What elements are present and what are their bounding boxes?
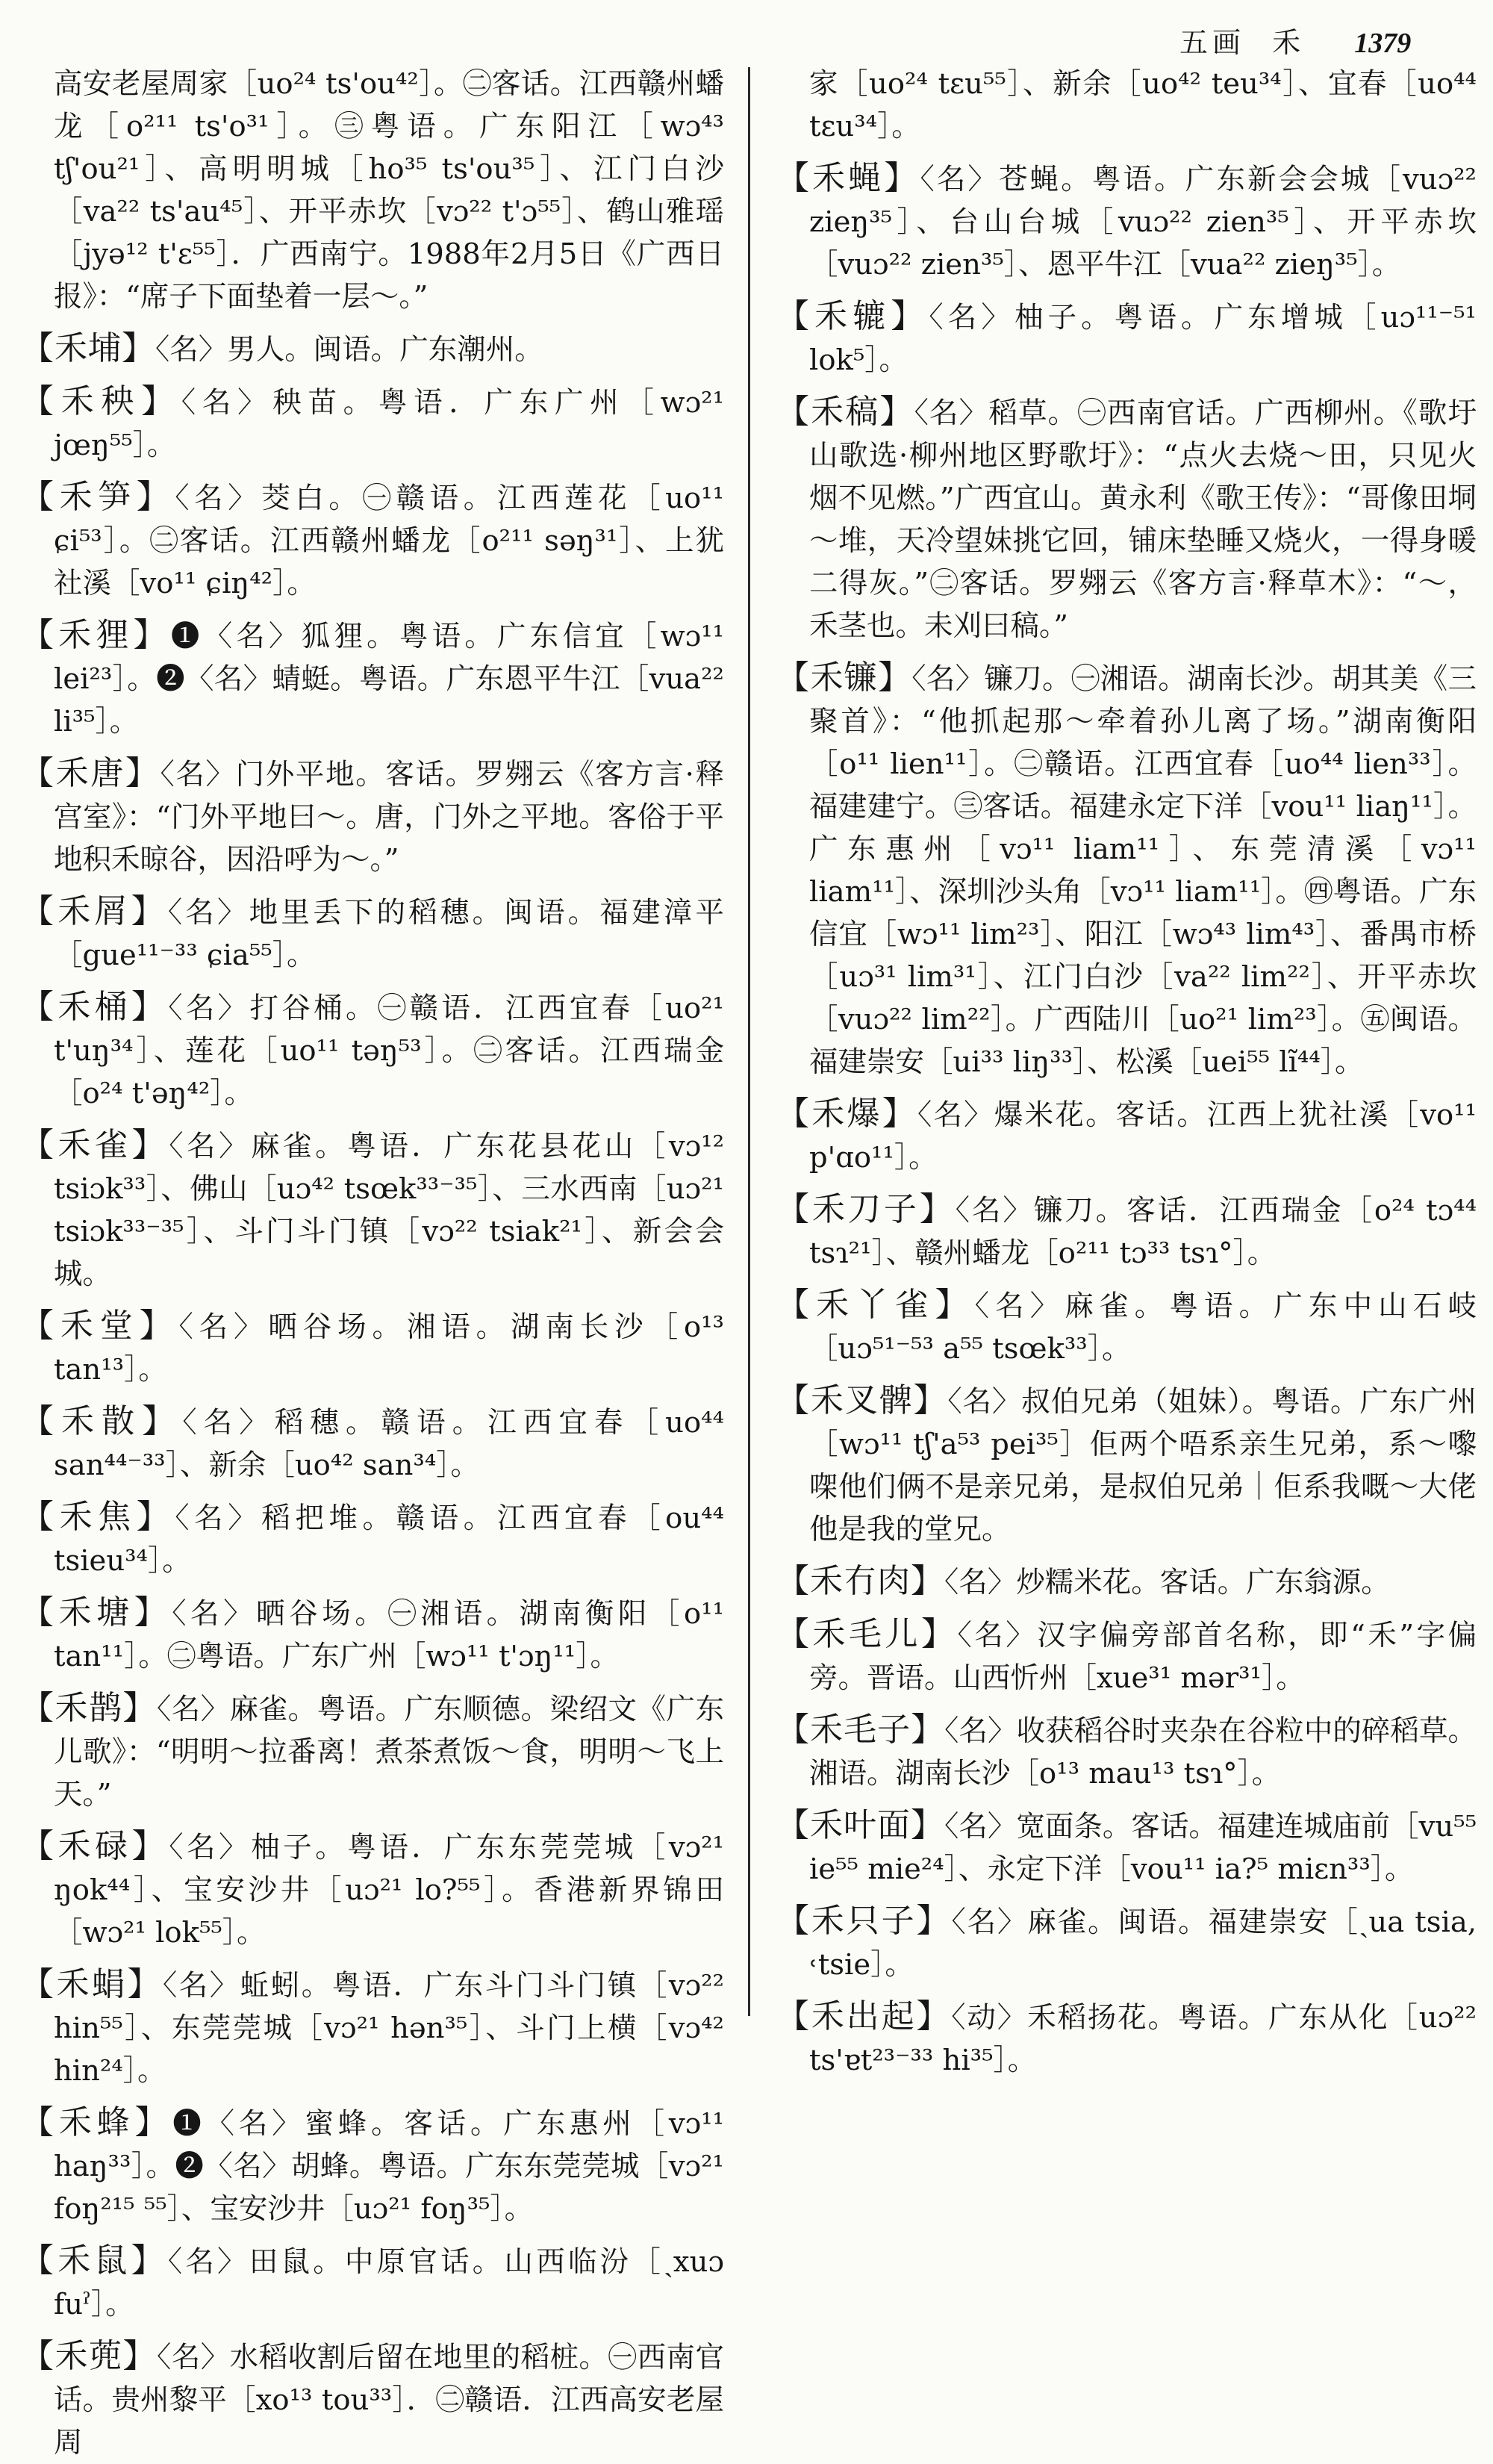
dictionary-entry xyxy=(776,1092,1477,1179)
dictionary-entry xyxy=(21,1825,724,1954)
entry-definition: 〈名〉爆米花。客话。江西上犹社溪［vo¹¹ p'ɑo¹¹］。 xyxy=(809,1098,1477,1175)
dictionary-entry xyxy=(21,614,724,743)
entry-headword: 【禾出起】 xyxy=(776,1997,952,2035)
section-label: 五画 xyxy=(1179,26,1246,59)
entry-headword: 【禾刀子】 xyxy=(776,1190,956,1228)
entry-headword: 【禾屑】 xyxy=(21,892,168,930)
entry-headword: 【禾叉髀】 xyxy=(776,1381,948,1419)
entry-headword: 【禾蔸】 xyxy=(21,2337,157,2375)
entry-headword: 【禾叶面】 xyxy=(776,1806,945,1844)
entry-definition: 〈名〉叔伯兄弟（姐妹）。粤语。广东广州［wɔ¹¹ tʃ'a⁵³ pei³⁵］佢两个唔系亲生兄弟，系～嚟㗎他们俩不是亲兄弟，是叔伯兄弟｜佢系我嘅～大佬他是我的堂兄。 xyxy=(809,1385,1477,1546)
entry-headword: 【禾爆】 xyxy=(776,1095,917,1133)
continued-entry-text: 高安老屋周家［uo²⁴ ts'ou⁴²］。㊁客话。江西赣州蟠龙［o²¹¹ ts'o³¹］。㊂粤语。广东阳江［wɔ⁴³ tʃ'ou²¹］、高明明城［ho³⁵ ts'ou³⁵］、江门白沙［va²² ts'au⁴⁵］、开平赤坎［vɔ²² t'ɔ⁵⁵］、鹤山雅瑶［jyə¹² t'ε⁵⁵］．广西南宁。1988年2月5日《广西日报》：“席子下面垫着一层～。” xyxy=(54,67,724,314)
entry-definition: 〈名〉麻雀。粤语．广东花县花山［vɔ¹² tsiɔk³³］、佛山［uɔ⁴² tsœk³³⁻³⁵］、三水西南［uɔ²¹ tsiɔk³³⁻³⁵］、斗门斗门镇［vɔ²² tsiak²¹］、新会会城。 xyxy=(54,1130,725,1291)
entry-headword: 【禾塘】 xyxy=(21,1593,172,1631)
entry-headword: 【禾碌】 xyxy=(21,1827,169,1865)
entry-definition: 〈名〉镰刀。客话．江西瑞金［o²⁴ tɔ⁴⁴ tsɿ²¹］、赣州蟠龙［o²¹¹ tɔ³³ tsɿ°］。 xyxy=(809,1194,1477,1270)
page-header xyxy=(1179,19,1478,64)
entry-definition: 〈名〉地里丢下的稻穗。闽语。福建漳平［gue¹¹⁻³³ ɕia⁵⁵］。 xyxy=(54,896,724,972)
entry-headword: 【禾狸】 xyxy=(21,616,171,654)
entry-headword: 【禾蜂】 xyxy=(21,2103,173,2141)
entry-headword: 【禾只子】 xyxy=(776,1902,952,1940)
dictionary-entry xyxy=(21,1687,724,1816)
entry-headword: 【禾秧】 xyxy=(21,382,181,420)
left-column xyxy=(21,63,725,2460)
entry-definition: 〈名〉田鼠。中原官话。山西临汾［ˏxuɔ fuˀ］。 xyxy=(54,2245,724,2321)
entry-definition: 〈名〉宽面条。客话。福建连城庙前［vu⁵⁵ ie⁵⁵ mie²⁴］、永定下洋［vou¹¹ ia?⁵ miεn³³］。 xyxy=(809,1810,1477,1886)
dictionary-entry xyxy=(21,1963,724,2092)
dictionary-entry xyxy=(21,327,724,371)
dictionary-entry xyxy=(776,391,1477,647)
dictionary-entry xyxy=(21,2101,724,2230)
entry-definition: 〈名〉稻草。㊀西南官话。广西柳州。《歌圩山歌选·柳州地区野歌圩》：“点火去烧～田，只见火烟不见燃。”广西宜山。黄永利《歌王传》：“哥像田垌～堆，天冷望妹挑它回，铺床垫睡又烧火，一得身暖二得灰。”㊁客话。罗翙云《客方言·释草木》：“～，禾茎也。未刈曰稿。” xyxy=(809,396,1477,643)
entry-headword: 【禾笋】 xyxy=(21,478,175,516)
entry-definition: 〈名〉晒谷场。㊀湘语。湖南衡阳［o¹¹ tan¹¹］。㊁粤语。广东广州［wɔ¹¹ t'ɔŋ¹¹］。 xyxy=(54,1597,724,1673)
entry-headword: 【禾鼠】 xyxy=(21,2241,168,2280)
entry-headword: 【禾稿】 xyxy=(776,393,914,431)
entry-definition: ❶〈名〉狐狸。粤语。广东信宜［wɔ¹¹ lei²³］。❷〈名〉蜻蜓。粤语。广东恩平牛江［vua²² li³⁵］。 xyxy=(54,620,725,738)
entry-headword: 【禾散】 xyxy=(21,1402,183,1440)
column-divider xyxy=(748,67,750,2016)
entry-definition: 〈名〉苍蝇。粤语。广东新会会城［vuɔ²² zieŋ³⁵］、台山台城［vuɔ²² zien³⁵］、开平赤坎［vuɔ²² zien³⁵］、恩平牛江［vua²² zieŋ³⁵］。 xyxy=(809,163,1477,281)
entry-headword: 【禾堂】 xyxy=(21,1307,179,1345)
right-column xyxy=(776,63,1477,2077)
dictionary-entry xyxy=(21,380,724,467)
entry-definition: 〈名〉汉字偏旁部首名称，即“禾”字偏旁。晋语。山西忻州［xue³¹ mər³¹］。 xyxy=(809,1619,1477,1695)
dictionary-entry xyxy=(21,890,724,977)
dictionary-entry xyxy=(21,1124,724,1295)
entry-headword: 【禾镰】 xyxy=(776,659,912,697)
page-number: 1379 xyxy=(1354,28,1412,59)
dictionary-entry xyxy=(776,1613,1477,1699)
entry-headword: 【禾桶】 xyxy=(21,988,169,1026)
dictionary-entry xyxy=(21,1400,724,1487)
entry-definition: ❶〈名〉蜜蜂。客话。广东惠州［vɔ¹¹ haŋ³³］。❷〈名〉胡蜂。粤语。广东东莞莞城［vɔ²¹ foŋ²¹⁵ ⁵⁵］、宝安沙井［uɔ²¹ foŋ³⁵］。 xyxy=(54,2107,725,2226)
dictionary-entry xyxy=(776,1284,1477,1370)
entry-definition: 〈名〉茭白。㊀赣语。江西莲花［uo¹¹ ɕi⁵³］。㊁客话。江西赣州蟠龙［o²¹¹ səŋ³¹］、上犹社溪［vo¹¹ ɕiŋ⁴²］。 xyxy=(54,482,725,600)
dictionary-entry xyxy=(776,157,1477,286)
entry-headword: 【禾蜎】 xyxy=(21,1965,163,2003)
entry-definition: 〈名〉男人。闽语。广东潮州。 xyxy=(155,333,543,367)
dictionary-entry xyxy=(21,2239,724,2326)
dictionary-entry xyxy=(21,1496,724,1582)
dictionary-entry xyxy=(21,752,724,881)
entry-definition: 〈名〉麻雀。闽语。福建崇安［ˏua tsia, ˓tsie］。 xyxy=(809,1905,1477,1982)
entry-definition: 〈动〉禾稻扬花。粤语。广东从化［uɔ²² ts'ɐt²³⁻³³ hi³⁵］。 xyxy=(809,2001,1477,2077)
dictionary-entry xyxy=(776,1804,1477,1891)
entry-headword: 【禾辘】 xyxy=(776,297,929,335)
entry-definition: 〈名〉镰刀。㊀湘语。湖南长沙。胡其美《三聚首》：“他抓起那～牵着孙儿离了场。”湖南衡阳［o¹¹ lien¹¹］。㊁赣语。江西宜春［uo⁴⁴ lien³³］。福建建宁。㊂客话。福建永定下洋［vou¹¹ liaŋ¹¹］。广东惠州［vɔ¹¹ liam¹¹］、东莞清溪［vɔ¹¹ liam¹¹］、深圳沙头角［vɔ¹¹ liam¹¹］。㊃粤语。广东信宜［wɔ¹¹ lim²³］、阳江［wɔ⁴³ lim⁴³］、番禺市桥［uɔ³¹ lim³¹］、江门白沙［va²² lim²²］、开平赤坎［vuɔ²² lim²²］。广西陆川［uo²¹ lim²³］。㊄闽语。福建崇安［ui³³ liŋ³³］、松溪［uei⁵⁵ lĩ⁴⁴］。 xyxy=(809,662,1477,1079)
entry-headword: 【禾雀】 xyxy=(21,1126,169,1164)
dictionary-entry xyxy=(776,1188,1477,1275)
entry-definition: 〈名〉门外平地。客话。罗翙云《客方言·释宫室》：“门外平地曰～。唐，门外之平地。客俗于平地积禾晾谷，因沿呼为～。” xyxy=(54,758,724,877)
entry-definition: 〈名〉稻把堆。赣语。江西宜春［ou⁴⁴ tsieu³⁴］。 xyxy=(54,1502,725,1578)
dictionary-entry xyxy=(21,2335,724,2464)
dictionary-entry xyxy=(776,295,1477,382)
entry-definition: 〈名〉收获稻谷时夹杂在谷粒中的碎稻草。湘语。湖南长沙［o¹³ mau¹³ tsɿ°］。 xyxy=(809,1714,1477,1791)
dictionary-entry xyxy=(776,1995,1477,2082)
continued-entry-text: 家［uo²⁴ tεu⁵⁵］、新余［uo⁴² teu³⁴］、宜春［uo⁴⁴ tεu³⁴］。 xyxy=(809,67,1477,143)
dictionary-entry xyxy=(21,986,724,1115)
dictionary-entry xyxy=(21,476,724,605)
entry-definition: 〈名〉蚯蚓。粤语．广东斗门斗门镇［vɔ²² hin⁵⁵］、东莞莞城［vɔ²¹ hən³⁵］、斗门上横［vɔ⁴² hin²⁴］。 xyxy=(54,1969,724,2088)
dictionary-entry xyxy=(21,1591,724,1678)
entry-headword: 【禾丫雀】 xyxy=(776,1286,975,1324)
entry-headword: 【禾鹊】 xyxy=(21,1689,157,1727)
entry-definition: 〈名〉柚子。粤语．广东东莞莞城［vɔ²¹ ŋok⁴⁴］、宝安沙井［uɔ²¹ lo?⁵⁵］。香港新界锦田［wɔ²¹ lok⁵⁵］。 xyxy=(54,1831,725,1950)
entry-definition: 〈名〉稻穗。赣语。江西宜春［uo⁴⁴ san⁴⁴⁻³³］、新余［uo⁴² san³⁴］。 xyxy=(54,1406,724,1482)
dictionary-entry xyxy=(21,1304,724,1391)
dictionary-entry xyxy=(776,1560,1477,1604)
entry-definition: 〈名〉炒糯米花。客话。广东翁源。 xyxy=(944,1566,1390,1599)
dictionary-entry xyxy=(776,1379,1477,1551)
entry-headword: 【禾唐】 xyxy=(21,754,160,792)
dictionary-entry xyxy=(776,1708,1477,1795)
entry-headword: 【禾焦】 xyxy=(21,1498,175,1536)
entry-definition: 〈名〉柚子。粤语。广东增城［uɔ¹¹⁻⁵¹ lok⁵］。 xyxy=(809,301,1477,377)
dictionary-entry xyxy=(776,1900,1477,1986)
entry-headword: 【禾毛儿】 xyxy=(776,1615,958,1653)
entry-definition: 〈名〉麻雀。粤语。广东顺德。梁绍文《广东儿歌》：“明明～拉番离！煮茶煮饭～食，明明～飞上天。” xyxy=(54,1693,725,1811)
entry-headword: 【禾蝇】 xyxy=(776,159,920,197)
entry-definition: 〈名〉麻雀。粤语。广东中山石岐［uɔ⁵¹⁻⁵³ a⁵⁵ tsœk³³］。 xyxy=(809,1289,1477,1366)
entry-headword: 【禾埔】 xyxy=(21,329,155,367)
entry-headword: 【禾冇肉】 xyxy=(776,1562,944,1600)
entry-headword: 【禾毛子】 xyxy=(776,1711,945,1749)
entry-definition: 〈名〉水稻收割后留在地里的稻桩。㊀西南官话。贵州黎平［xo¹³ tou³³］．㊁赣语．江西高安老屋周 xyxy=(54,2341,725,2460)
entry-definition: 〈名〉秧苗。粤语．广东广州［wɔ²¹ jœŋ⁵⁵］。 xyxy=(54,386,724,462)
entry-definition: 〈名〉打谷桶。㊀赣语．江西宜春［uo²¹ t'uŋ³⁴］、莲花［uo¹¹ təŋ⁵³］。㊁客话。江西瑞金［o²⁴ t'əŋ⁴²］。 xyxy=(54,992,724,1110)
dictionary-entry xyxy=(776,656,1477,1083)
radical-label: 禾 xyxy=(1272,26,1301,59)
entry-definition: 〈名〉晒谷场。湘语。湖南长沙［o¹³ tan¹³］。 xyxy=(54,1310,724,1387)
